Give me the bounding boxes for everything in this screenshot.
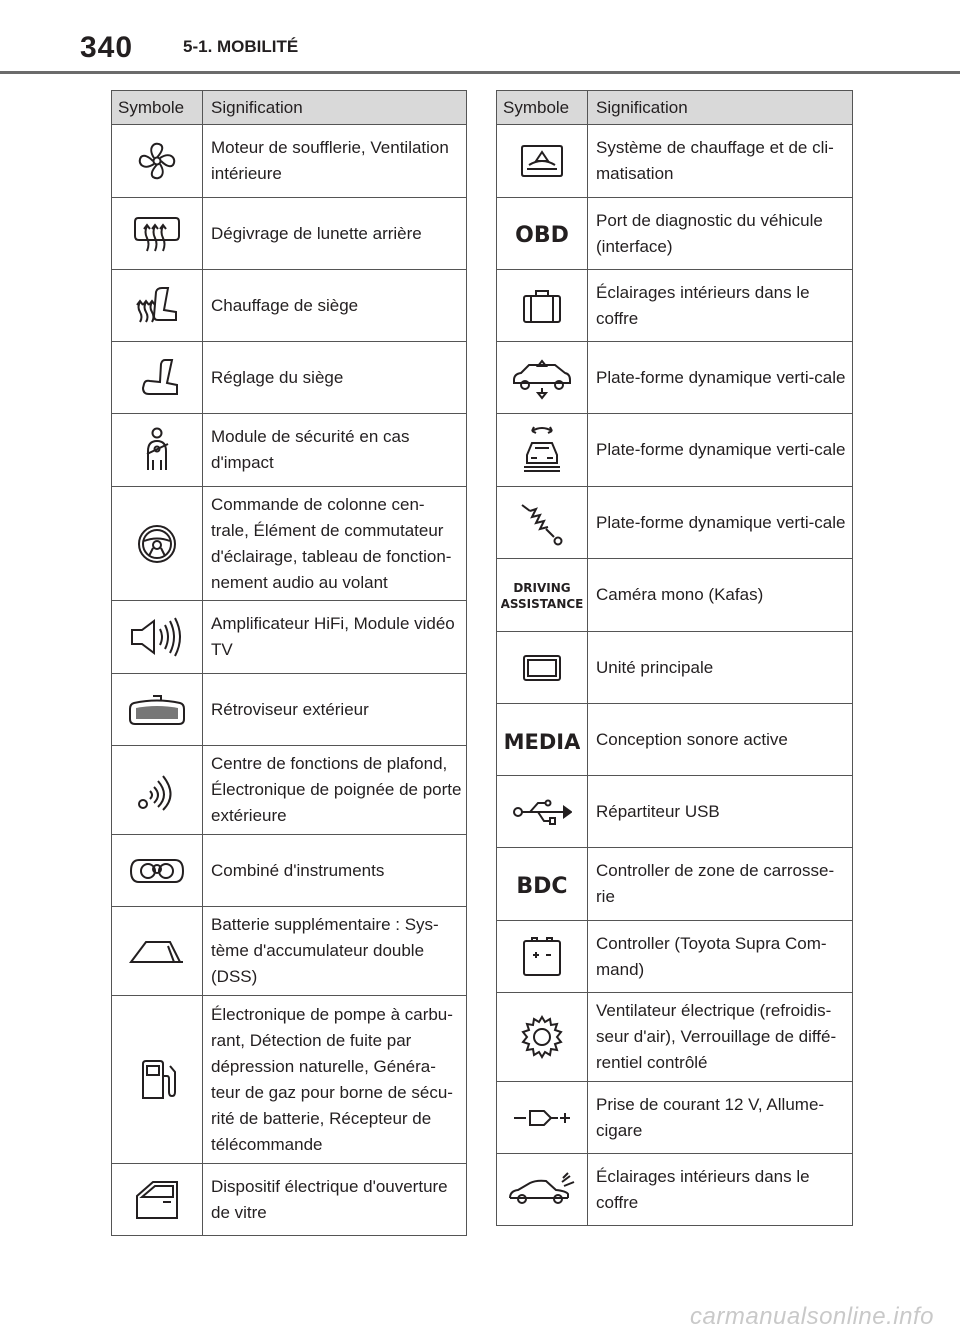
table-row	[112, 1164, 467, 1236]
meaning-text: Prise de courant 12 V, Allume-cigare	[588, 1082, 853, 1154]
table-row	[112, 674, 467, 746]
trunk-floor-icon	[112, 934, 202, 968]
meaning-text: Centre de fonctions de plafond, Électronique de poignée de porte extérieure	[203, 746, 467, 835]
table-row	[112, 746, 467, 835]
gear-icon	[497, 1014, 587, 1060]
table-row	[497, 776, 853, 848]
watermark: carmanualsonline.info	[690, 1303, 934, 1330]
meaning-text: Plate-forme dynamique verti-cale	[588, 342, 853, 414]
meaning-text: Commande de colonne cen-trale, Élément de commutateur d'éclairage, tableau de fonction-nement audio au volant	[203, 487, 467, 601]
symbol-table-right	[496, 90, 853, 1226]
steering-wheel-icon	[112, 522, 202, 566]
meaning-text: Réglage du siège	[203, 342, 467, 414]
meaning-text: Répartiteur USB	[588, 776, 853, 848]
door-window-icon	[112, 1178, 202, 1222]
meaning-text: Dégivrage de lunette arrière	[203, 198, 467, 270]
speaker-icon	[112, 615, 202, 659]
seat-heater-icon	[112, 284, 202, 328]
table-header-row	[112, 91, 467, 125]
car-height-icon	[497, 356, 587, 400]
meaning-text: Conception sonore active	[588, 704, 853, 776]
table-row	[497, 198, 853, 270]
table-row	[497, 487, 853, 559]
mirror-icon	[112, 690, 202, 730]
table-row	[497, 414, 853, 487]
table-row	[497, 848, 853, 921]
meaning-text: Chauffage de siège	[203, 270, 467, 342]
section-title: 5-1. MOBILITÉ	[183, 37, 299, 56]
table-row	[112, 835, 467, 907]
bdc-icon	[497, 868, 587, 900]
meaning-text: Électronique de pompe à carbu-rant, Détection de fuite par dépression naturelle, Généra-teur de gaz pour borne de sécu-rité de batterie, Récepteur de télécommande	[203, 996, 467, 1164]
battery-box-icon	[497, 935, 587, 979]
meaning-text: Combiné d'instruments	[203, 835, 467, 907]
meaning-text: Port de diagnostic du véhicule (interface)	[588, 198, 853, 270]
table-row	[497, 921, 853, 993]
table-row	[497, 270, 853, 342]
keyless-signal-icon	[112, 767, 202, 813]
table-row	[497, 632, 853, 704]
rear-defrost-icon	[112, 214, 202, 254]
meaning-text: Controller de zone de carrosse-rie	[588, 848, 853, 921]
car-trunk-light-icon	[497, 1170, 587, 1210]
meaning-text: Batterie supplémentaire : Sys-tème d'accumulateur double (DSS)	[203, 907, 467, 996]
page-header	[0, 0, 960, 78]
column-header-symbol: Symbole	[497, 91, 588, 125]
meaning-text: Amplificateur HiFi, Module vidéo TV	[203, 601, 467, 674]
column-header-symbol: Symbole	[112, 91, 203, 125]
meaning-text: Ventilateur électrique (refroidis-seur d'air), Verrouillage de diffé-rentiel contrôlé	[588, 993, 853, 1082]
table-row	[112, 414, 467, 487]
symbol-table-left	[111, 90, 467, 1236]
svg-text:ASSISTANCE: ASSISTANCE	[501, 597, 583, 611]
table-row	[112, 342, 467, 414]
svg-text:MEDIA: MEDIA	[504, 729, 580, 754]
fuel-pump-icon	[112, 1058, 202, 1102]
climate-control-icon	[497, 143, 587, 179]
instrument-cluster-icon	[112, 854, 202, 888]
table-row	[112, 996, 467, 1164]
fan-icon	[112, 139, 202, 183]
table-row	[497, 559, 853, 632]
table-row	[112, 601, 467, 674]
page-number: 340	[80, 31, 134, 64]
meaning-text: Caméra mono (Kafas)	[588, 559, 853, 632]
header-rule	[0, 71, 960, 74]
screen-icon	[497, 651, 587, 685]
column-header-meaning: Signification	[203, 91, 467, 125]
meaning-text: Unité principale	[588, 632, 853, 704]
meaning-text: Plate-forme dynamique verti-cale	[588, 414, 853, 487]
meaning-text: Plate-forme dynamique verti-cale	[588, 487, 853, 559]
table-row	[497, 342, 853, 414]
meaning-text: Controller (Toyota Supra Com-mand)	[588, 921, 853, 993]
seat-adjust-icon	[112, 356, 202, 400]
meaning-text: Rétroviseur extérieur	[203, 674, 467, 746]
driving-assistance-icon	[497, 577, 587, 613]
obd-icon	[497, 218, 587, 250]
table-row	[112, 198, 467, 270]
media-icon	[497, 724, 587, 756]
table-row	[112, 487, 467, 601]
table-row	[112, 907, 467, 996]
meaning-text: Éclairages intérieurs dans le coffre	[588, 270, 853, 342]
table-header-row	[497, 91, 853, 125]
power-socket-icon	[497, 1103, 587, 1133]
suitcase-icon	[497, 286, 587, 326]
shock-absorber-icon	[497, 499, 587, 547]
meaning-text: Moteur de soufflerie, Ventilation intérieure	[203, 125, 467, 198]
svg-text:BDC: BDC	[516, 874, 568, 899]
car-front-lift-icon	[497, 425, 587, 475]
meaning-text: Dispositif électrique d'ouverture de vitre	[203, 1164, 467, 1236]
table-row	[497, 704, 853, 776]
meaning-text: Système de chauffage et de cli-matisation	[588, 125, 853, 198]
column-header-meaning: Signification	[588, 91, 853, 125]
table-row	[112, 270, 467, 342]
table-row	[497, 993, 853, 1082]
meaning-text: Éclairages intérieurs dans le coffre	[588, 1154, 853, 1226]
svg-text:DRIVING: DRIVING	[513, 581, 571, 595]
table-row	[497, 125, 853, 198]
svg-text:OBD: OBD	[515, 222, 569, 248]
usb-icon	[497, 797, 587, 827]
table-row	[112, 125, 467, 198]
table-row	[497, 1082, 853, 1154]
airbag-person-icon	[112, 426, 202, 474]
table-row	[497, 1154, 853, 1226]
meaning-text: Module de sécurité en cas d'impact	[203, 414, 467, 487]
